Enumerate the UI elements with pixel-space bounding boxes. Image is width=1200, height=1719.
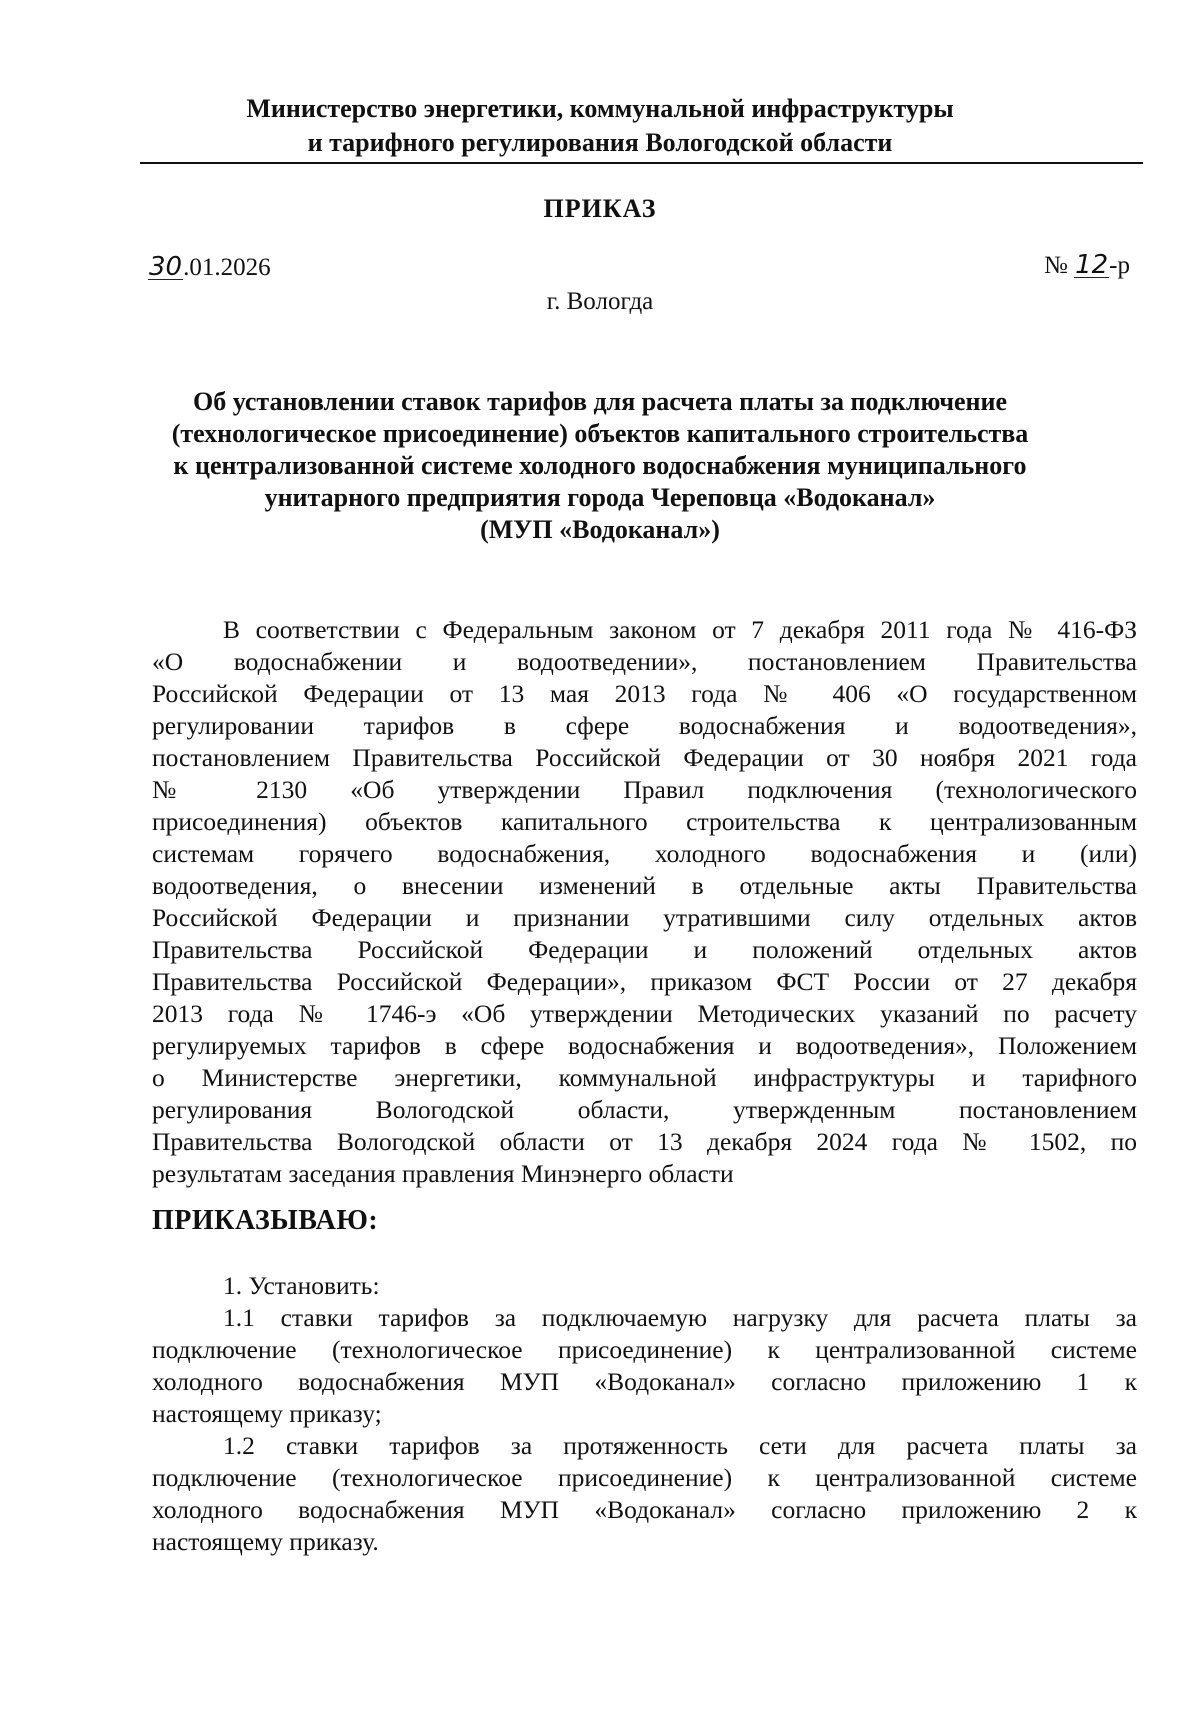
item-1-1-line: подключение (технологическое присоединение) к централизованной системе: [152, 1335, 1137, 1364]
item-1-2-line: подключение (технологическое присоединение) к централизованной системе: [152, 1463, 1137, 1492]
item-1: 1. Установить:: [223, 1271, 380, 1300]
preamble-line: № 2130 «Об утверждении Правил подключения (технологического: [152, 775, 1137, 804]
number-prefix: №: [1043, 252, 1068, 279]
preamble-line: Российской Федерации от 13 мая 2013 года № 406 «О государственном: [152, 679, 1137, 708]
title-line: к централизованной системе холодного водоснабжения муниципального: [173, 451, 1027, 480]
preamble-line: Правительства Вологодской области от 13 декабря 2024 года № 1502, по: [152, 1127, 1137, 1156]
preamble-line: результатам заседания правления Минэнерго области: [152, 1159, 734, 1188]
item-1-2-line: 1.2 ставки тарифов за протяженность сети для расчета платы за: [223, 1431, 1137, 1460]
preamble-line: Правительства Российской Федерации и положений отдельных актов: [152, 935, 1137, 964]
preamble-line: Правительства Российской Федерации», приказом ФСТ России от 27 декабря: [152, 967, 1137, 996]
preamble-line: 2013 года № 1746-э «Об утверждении Методических указаний по расчету: [152, 999, 1137, 1028]
item-1-1-line: холодного водоснабжения МУП «Водоканал» согласно приложению 1 к: [152, 1367, 1137, 1396]
order-date: [148, 254, 271, 282]
item-1-2-line: настоящему приказу.: [152, 1527, 379, 1556]
ministry-header: [140, 92, 1060, 160]
preamble-line: регулировании тарифов в сфере водоснабжения и водоотведения»,: [152, 711, 1137, 740]
preamble-line: о Министерстве энергетики, коммунальной инфраструктуры и тарифного: [152, 1063, 1137, 1092]
number-handwritten: 12: [1075, 250, 1109, 280]
ministry-line-1: Министерство энергетики, коммунальной инфраструктуры: [246, 94, 954, 123]
date-rest: .01.2026: [183, 254, 271, 281]
order-items: [152, 1270, 1137, 1558]
preamble-line: постановлением Правительства Российской Федерации от 30 ноября 2021 года: [152, 743, 1137, 772]
document-title: [150, 386, 1050, 546]
preamble-line: системам горячего водоснабжения, холодного водоснабжения и (или): [152, 839, 1137, 868]
item-1-1-line: 1.1 ставки тарифов за подключаемую нагрузку для расчета платы за: [223, 1303, 1137, 1332]
title-line: Об установлении ставок тарифов для расчета платы за подключение: [192, 387, 1008, 416]
preamble-line: водоотведения, о внесении изменений в отдельные акты Правительства: [152, 871, 1137, 900]
item-1-1-line: настоящему приказу;: [152, 1399, 382, 1428]
preamble-line: «О водоснабжении и водоотведении», постановлением Правительства: [152, 647, 1137, 676]
order-number: [1044, 252, 1130, 280]
header-divider: [140, 162, 1143, 164]
preamble: [152, 614, 1137, 1190]
title-line: (МУП «Водоканал»): [480, 515, 720, 544]
preamble-line: регулируемых тарифов в сфере водоснабжения и водоотведения», Положением: [152, 1031, 1137, 1060]
order-word: ПРИКАЗЫВАЮ:: [152, 1205, 379, 1236]
preamble-line: В соответствии с Федеральным законом от 7 декабря 2011 года № 416-ФЗ: [223, 615, 1137, 644]
preamble-line: присоединения) объектов капитального строительства к централизованным: [152, 807, 1137, 836]
item-1-2-line: холодного водоснабжения МУП «Водоканал» согласно приложению 2 к: [152, 1495, 1137, 1524]
preamble-line: регулирования Вологодской области, утвержденным постановлением: [152, 1095, 1137, 1124]
title-line: унитарного предприятия города Череповца «Водоканал»: [264, 483, 936, 512]
preamble-line: Российской Федерации и признании утратившими силу отдельных актов: [152, 903, 1137, 932]
title-line: (технологическое присоединение) объектов капитального строительства: [171, 419, 1029, 448]
ministry-line-2: и тарифного регулирования Вологодской области: [307, 128, 893, 157]
document-type: ПРИКАЗ: [543, 194, 657, 223]
city: г. Вологда: [546, 288, 654, 315]
number-suffix: -р: [1109, 252, 1130, 279]
date-day-handwritten: 30: [149, 252, 183, 282]
